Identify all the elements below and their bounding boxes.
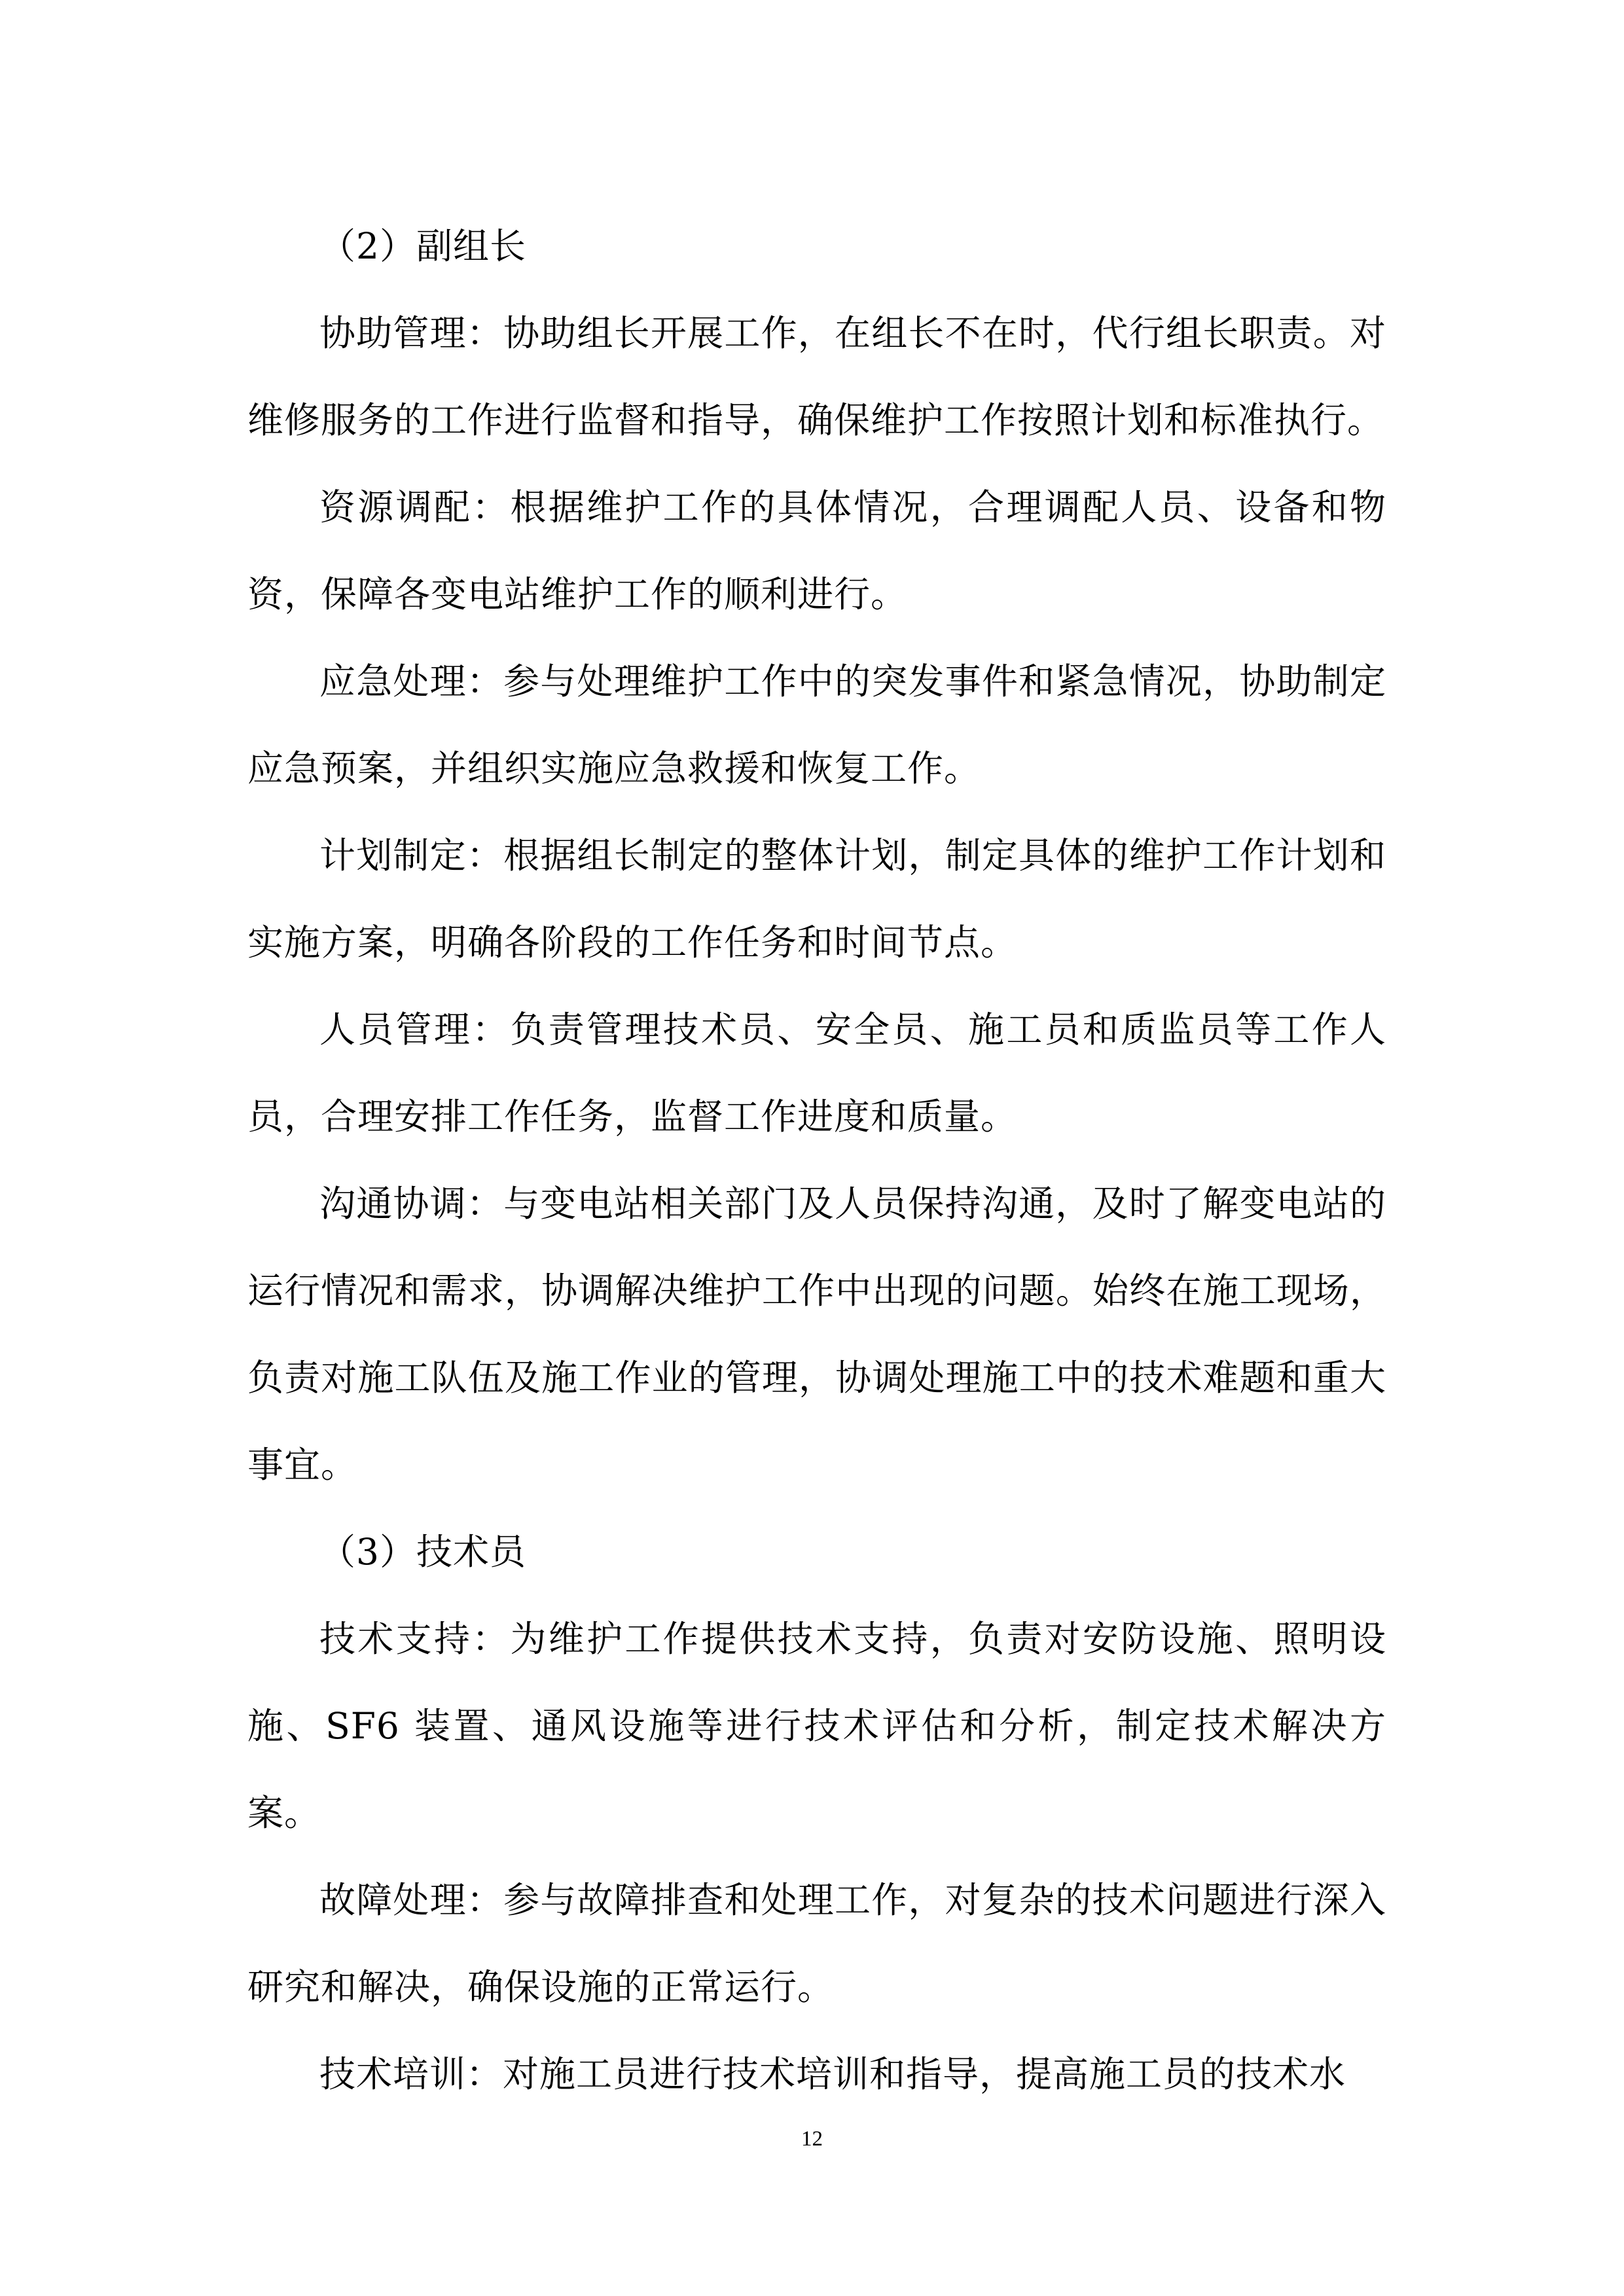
page-body [247,203,1386,2118]
paragraph-emergency-handling: 应急处理：参与处理维护工作中的突发事件和紧急情况，协助制定应急预案，并组织实施应急救援和恢复工作。 [247,660,1386,789]
section-heading-deputy-leader: （2）副组长 [319,225,526,267]
paragraph-personnel-management: 人员管理：负责管理技术员、安全员、施工员和质监员等工作人员，合理安排工作任务，监督工作进度和质量。 [247,1009,1386,1138]
page-number: 12 [801,2127,823,2151]
paragraph-resource-allocation: 资源调配：根据维护工作的具体情况，合理调配人员、设备和物资，保障各变电站维护工作的顺利进行。 [247,486,1386,615]
paragraph-communication: 沟通协调：与变电站相关部门及人员保持沟通，及时了解变电站的运行情况和需求，协调解决维护工作中出现的问题。始终在施工现场，负责对施工队伍及施工作业的管理，协调处理施工中的技术难题和重大事宜。 [247,1183,1386,1486]
paragraph-plan-making: 计划制定：根据组长制定的整体计划，制定具体的维护工作计划和实施方案，明确各阶段的工作任务和时间节点。 [247,834,1386,963]
section-heading-technician: （3）技术员 [319,1531,526,1573]
paragraph-technical-training: 技术培训：对施工员进行技术培训和指导，提高施工员的技术水 [319,2053,1346,2095]
paragraph-assist-management: 协助管理：协助组长开展工作，在组长不在时，代行组长职责。对维修服务的工作进行监督和指导，确保维护工作按照计划和标准执行。 [247,312,1386,441]
paragraph-technical-support: 技术支持：为维护工作提供技术支持，负责对安防设施、照明设施、SF6 装置、通风设施等进行技术评估和分析，制定技术解决方案。 [247,1618,1386,1834]
paragraph-fault-handling: 故障处理：参与故障排查和处理工作，对复杂的技术问题进行深入研究和解决，确保设施的正常运行。 [247,1879,1386,2008]
